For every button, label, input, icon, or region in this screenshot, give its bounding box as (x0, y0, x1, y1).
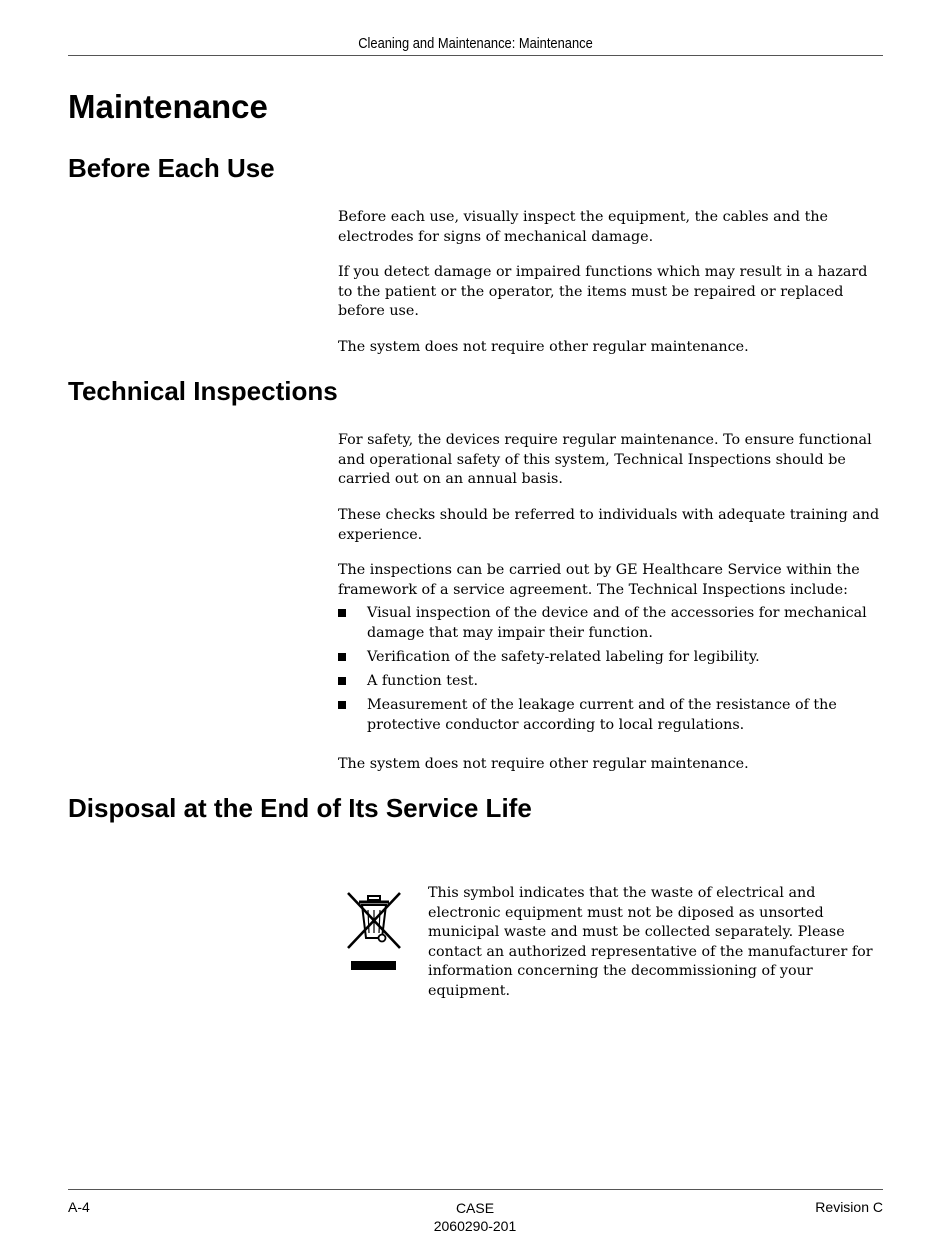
bullet-icon (338, 653, 346, 661)
product-name: CASE (455, 1200, 495, 1216)
paragraph: For safety, the devices require regular maintenance. To ensure functional and operational safety of this system, Technical Inspections should be carried out on an annual basis. (338, 432, 872, 488)
paragraph: If you detect damage or impaired functions which may result in a hazard to the patient or the operator, the items must be repaired or replaced before use. (338, 264, 868, 320)
list-item (338, 672, 883, 692)
revision-label: Revision C (815, 1199, 883, 1215)
weee-crossed-bin-icon (346, 890, 402, 972)
disposal-paragraph: This symbol indicates that the waste of electrical and electronic equipment must not be diposed as unsorted municipal waste and must be collected separately. Please contact an authorized representative of the manufacturer for information concerning the decommissioning of your equipment. (428, 885, 873, 999)
paragraph: Before each use, visually inspect the equipment, the cables and the electrodes for signs of mechanical damage. (338, 209, 829, 245)
list-item (338, 696, 883, 735)
footer-center (375, 1199, 575, 1235)
header-divider (68, 55, 883, 56)
paragraph: The system does not require other regular maintenance. (338, 756, 749, 772)
paragraph: The inspections can be carried out by GE Healthcare Service within the framework of a service agreement. The Technical Inspections include: (338, 562, 860, 598)
paragraph: The system does not require other regular maintenance. (338, 339, 749, 355)
page-number: A-4 (68, 1199, 90, 1215)
list-item-text: Visual inspection of the device and of the accessories for mechanical damage that may impair their function. (367, 605, 867, 641)
bullet-icon (338, 701, 346, 709)
footer-divider (68, 1189, 883, 1190)
section-heading-before-each-use: Before Each Use (68, 153, 275, 183)
list-item-text: Verification of the safety-related labeling for legibility. (367, 649, 760, 665)
document-number: 2060290-201 (433, 1218, 517, 1234)
section-heading-technical-inspections: Technical Inspections (68, 376, 338, 406)
bullet-icon (338, 677, 346, 685)
page-title: Maintenance (68, 88, 268, 125)
list-item-text: A function test. (367, 673, 479, 689)
section-heading-disposal: Disposal at the End of Its Service Life (68, 793, 532, 823)
list-item (338, 648, 883, 668)
running-header: Cleaning and Maintenance: Maintenance (358, 35, 593, 52)
paragraph: These checks should be referred to individuals with adequate training and experience. (338, 507, 880, 543)
list-item-text: Measurement of the leakage current and of the resistance of the protective conductor according to local regulations. (367, 697, 837, 733)
bullet-icon (338, 609, 346, 617)
list-item (338, 604, 883, 643)
